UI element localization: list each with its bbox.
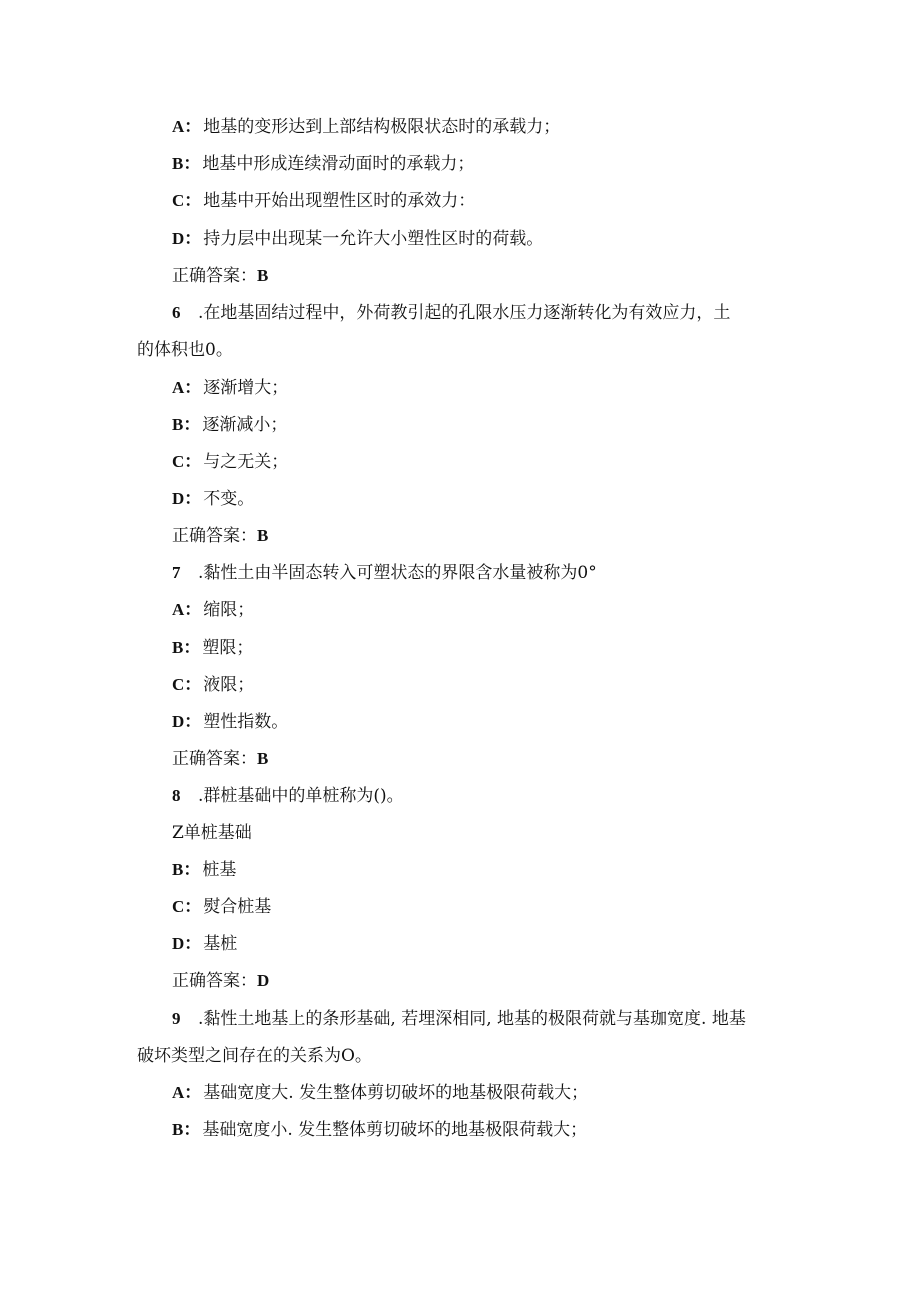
option-letter: B： bbox=[172, 860, 201, 879]
option-text: 塑限； bbox=[202, 638, 254, 658]
option-letter: D： bbox=[172, 489, 202, 508]
answer-label: 正确答案： bbox=[172, 266, 257, 286]
q5-option-a bbox=[172, 116, 560, 138]
option-text: 液限； bbox=[203, 675, 255, 695]
option-text: 逐渐增大； bbox=[203, 378, 289, 398]
question-text: .在地基固结过程中，外荷教引起的孔限水压力逐渐转化为有效应力，土 bbox=[198, 303, 731, 323]
option-letter: A： bbox=[172, 378, 202, 397]
question-number: 9 bbox=[172, 1009, 181, 1028]
answer-label: 正确答案： bbox=[172, 971, 257, 991]
question-text-cont: 的体积也0。 bbox=[137, 340, 233, 360]
q8-option-b bbox=[172, 859, 236, 881]
option-letter: D： bbox=[172, 712, 202, 731]
q6-option-c bbox=[172, 451, 288, 473]
option-text: 不变。 bbox=[203, 489, 255, 509]
q5-option-d bbox=[172, 228, 543, 250]
q6-question bbox=[172, 302, 730, 324]
q8-option-a bbox=[172, 822, 252, 844]
option-text: 桩基 bbox=[202, 860, 237, 880]
q9-question bbox=[172, 1008, 746, 1030]
option-text: 与之无关； bbox=[203, 452, 289, 472]
q7-option-a bbox=[172, 599, 254, 621]
option-letter: C： bbox=[172, 675, 202, 694]
option-letter: B： bbox=[172, 1120, 201, 1139]
option-text: 基础宽度大. 发生整体剪切破坏的地基极限荷载大； bbox=[203, 1083, 589, 1103]
option-text: 逐渐减小； bbox=[202, 415, 288, 435]
question-number: 8 bbox=[172, 786, 181, 805]
question-number: 7 bbox=[172, 563, 181, 582]
q6-answer bbox=[172, 525, 268, 547]
option-text: 熨合桩基 bbox=[203, 897, 272, 917]
option-text: 地基中形成连续滑动面时的承载力； bbox=[202, 154, 475, 174]
option-letter: C： bbox=[172, 897, 202, 916]
q9-option-a bbox=[172, 1082, 588, 1104]
answer-value: B bbox=[257, 266, 269, 285]
answer-value: B bbox=[257, 749, 269, 768]
option-text: 地基中开始出现塑性区时的承效力： bbox=[203, 191, 476, 211]
q8-question bbox=[172, 785, 404, 807]
q6-question-cont bbox=[137, 339, 233, 361]
option-text: 塑性指数。 bbox=[203, 712, 289, 732]
option-text: 持力层中出现某一允许大小塑性区时的荷载。 bbox=[203, 229, 544, 249]
option-letter: C： bbox=[172, 191, 202, 210]
option-letter: A： bbox=[172, 600, 202, 619]
q5-answer bbox=[172, 265, 268, 287]
question-text: .群桩基础中的单桩称为()。 bbox=[198, 786, 404, 806]
q7-answer bbox=[172, 748, 268, 770]
q9-question-cont bbox=[137, 1045, 372, 1067]
question-text: .黏性土地基上的条形基础, 若埋深相同, 地基的极限荷就与基珈宽度. 地基 bbox=[198, 1009, 746, 1029]
option-letter: B： bbox=[172, 154, 201, 173]
option-letter: C： bbox=[172, 452, 202, 471]
q8-answer bbox=[172, 970, 269, 992]
q5-option-b bbox=[172, 153, 474, 175]
option-text: 地基的变形达到上部结构极限状态时的承载力； bbox=[203, 117, 561, 137]
q6-option-a bbox=[172, 377, 288, 399]
q6-option-b bbox=[172, 414, 287, 436]
option-letter: D： bbox=[172, 934, 202, 953]
option-text: 缩限； bbox=[203, 600, 255, 620]
q7-question bbox=[172, 562, 597, 584]
question-text-cont: 破坏类型之间存在的关系为O。 bbox=[137, 1046, 372, 1066]
q9-option-b bbox=[172, 1119, 587, 1141]
answer-label: 正确答案： bbox=[172, 526, 257, 546]
answer-label: 正确答案： bbox=[172, 749, 257, 769]
q8-option-d bbox=[172, 933, 237, 955]
q5-option-c bbox=[172, 190, 475, 212]
option-letter: A： bbox=[172, 1083, 202, 1102]
option-text: Z单桩基础 bbox=[172, 823, 252, 843]
option-letter: A： bbox=[172, 117, 202, 136]
option-letter: B： bbox=[172, 638, 201, 657]
option-text: 基础宽度小. 发生整体剪切破坏的地基极限荷载大； bbox=[202, 1120, 588, 1140]
option-text: 基桩 bbox=[203, 934, 238, 954]
option-letter: B： bbox=[172, 415, 201, 434]
q7-option-d bbox=[172, 711, 288, 733]
question-number: 6 bbox=[172, 303, 181, 322]
q6-option-d bbox=[172, 488, 254, 510]
option-letter: D： bbox=[172, 229, 202, 248]
answer-value: D bbox=[257, 971, 270, 990]
q7-option-b bbox=[172, 637, 253, 659]
question-text: .黏性土由半固态转入可塑状态的界限含水量被称为0° bbox=[198, 563, 597, 583]
q8-option-c bbox=[172, 896, 271, 918]
q7-option-c bbox=[172, 674, 254, 696]
answer-value: B bbox=[257, 526, 269, 545]
